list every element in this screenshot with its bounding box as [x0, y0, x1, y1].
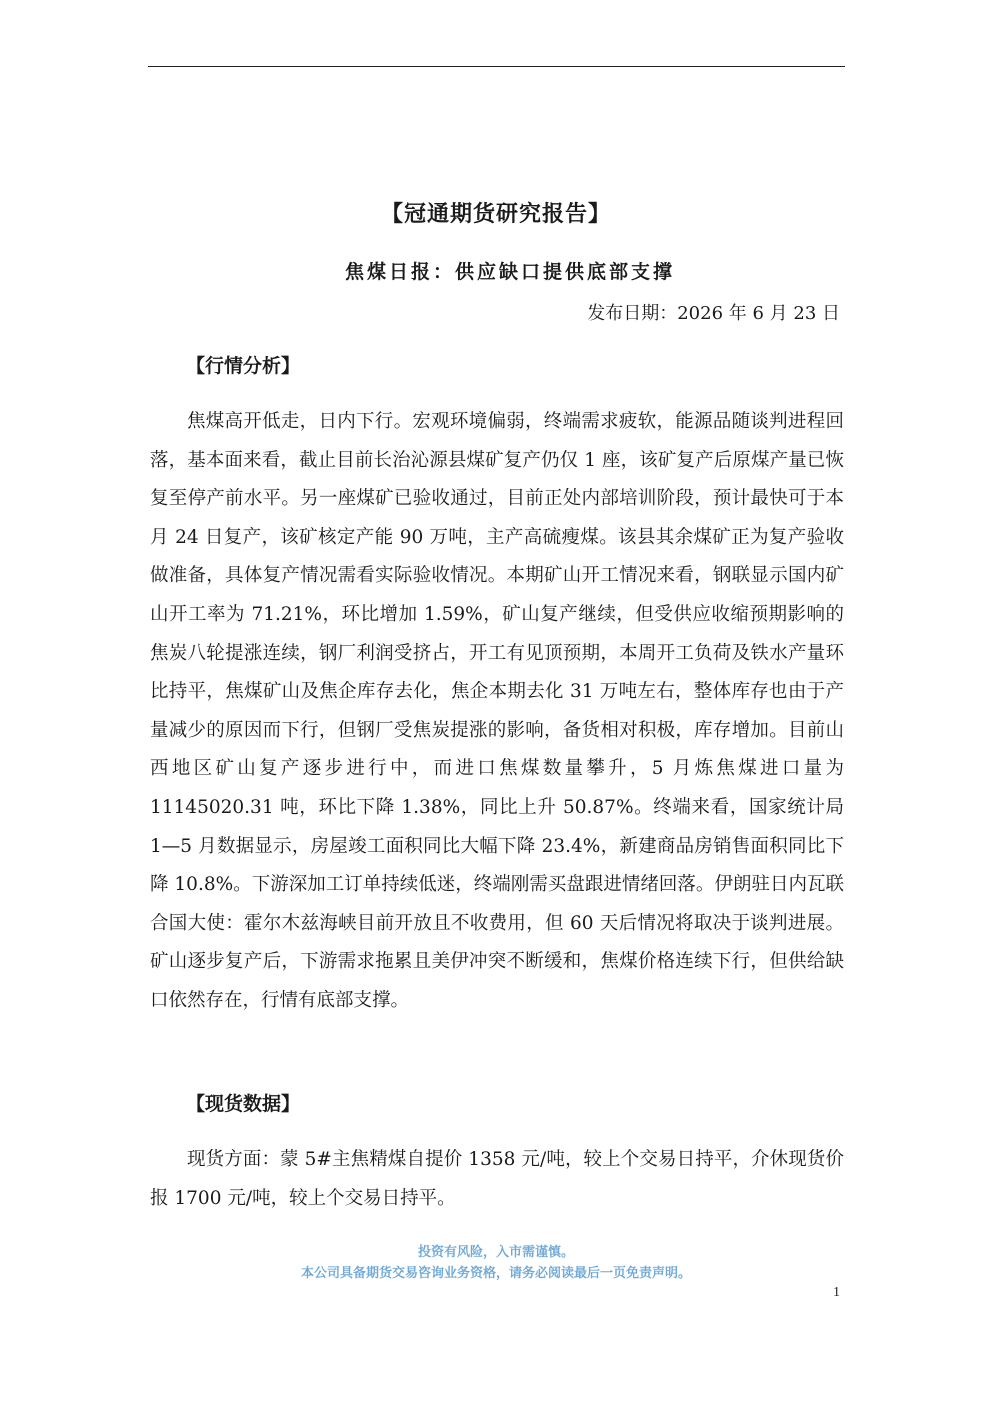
section-heading-market-analysis: 【行情分析】: [186, 355, 301, 377]
section-heading-spot-data: 【现货数据】: [186, 1093, 301, 1115]
report-subtitle: 焦煤日报：供应缺口提供底部支撑: [344, 261, 675, 283]
page-number: 1: [833, 1285, 840, 1300]
publish-date: 发布日期：2026 年 6 月 23 日: [587, 303, 840, 324]
market-analysis-paragraph: 焦煤高开低走，日内下行。宏观环境偏弱，终端需求疲软，能源品随谈判进程回落，基本面来看，截止目前长治沁源县煤矿复产仍仅 1 座，该矿复产后原煤产量已恢复至停产前水平。另一座煤矿已验收通过，目前正处内部培训阶段，预计最快可于本月 24 日复产，该矿核定产能 90 万吨，主产高硫瘦煤。该县其余煤矿正为复产验收做准备，具体复产情况需看实际验收情况。本期矿山开工情况来看，钢联显示国内矿山开工率为 71.21%，环比增加 1.59%，矿山复产继续，但受供应收缩预期影响的焦炭八轮提涨连续，钢厂利润受挤占，开工有见顶预期，本周开工负荷及铁水产量环比持平，焦煤矿山及焦企库存去化，焦企本期去化 31 万吨左右，整体库存也由于产量减少的原因而下行，但钢厂受焦炭提涨的影响，备货相对积极，库存增加。目前山西地区矿山复产逐步进行中，而进口焦煤数量攀升，5 月炼焦煤进口量为 11145020.31 吨，环比下降 1.38%，同比上升 50.87%。终端来看，国家统计局 1—5 月数据显示，房屋竣工面积同比大幅下降 23.4%，新建商品房销售面积同比下降 10.8%。下游深加工订单持续低迷，终端刚需买盘跟进情绪回落。伊朗驻日内瓦联合国大使：霍尔木兹海峡目前开放且不收费用，但 60 天后情况将取决于谈判进展。矿山逐步复产后，下游需求拖累且美伊冲突不断缓和，焦煤价格连续下行，但供给缺口依然存在，行情有底部支撑。: [150, 411, 844, 1011]
footer-disclaimer: 本公司具备期货交易咨询业务资格，请务必阅读最后一页免责声明。: [300, 1266, 691, 1281]
footer-risk-warning: 投资有风险，入市需谨慎。: [417, 1245, 574, 1260]
spot-data-paragraph: 现货方面：蒙 5#主焦精煤自提价 1358 元/吨，较上个交易日持平，介休现货价报 1700 元/吨，较上个交易日持平。: [150, 1149, 844, 1209]
header-divider: [148, 66, 845, 67]
report-title: 【冠通期货研究报告】: [380, 201, 611, 227]
